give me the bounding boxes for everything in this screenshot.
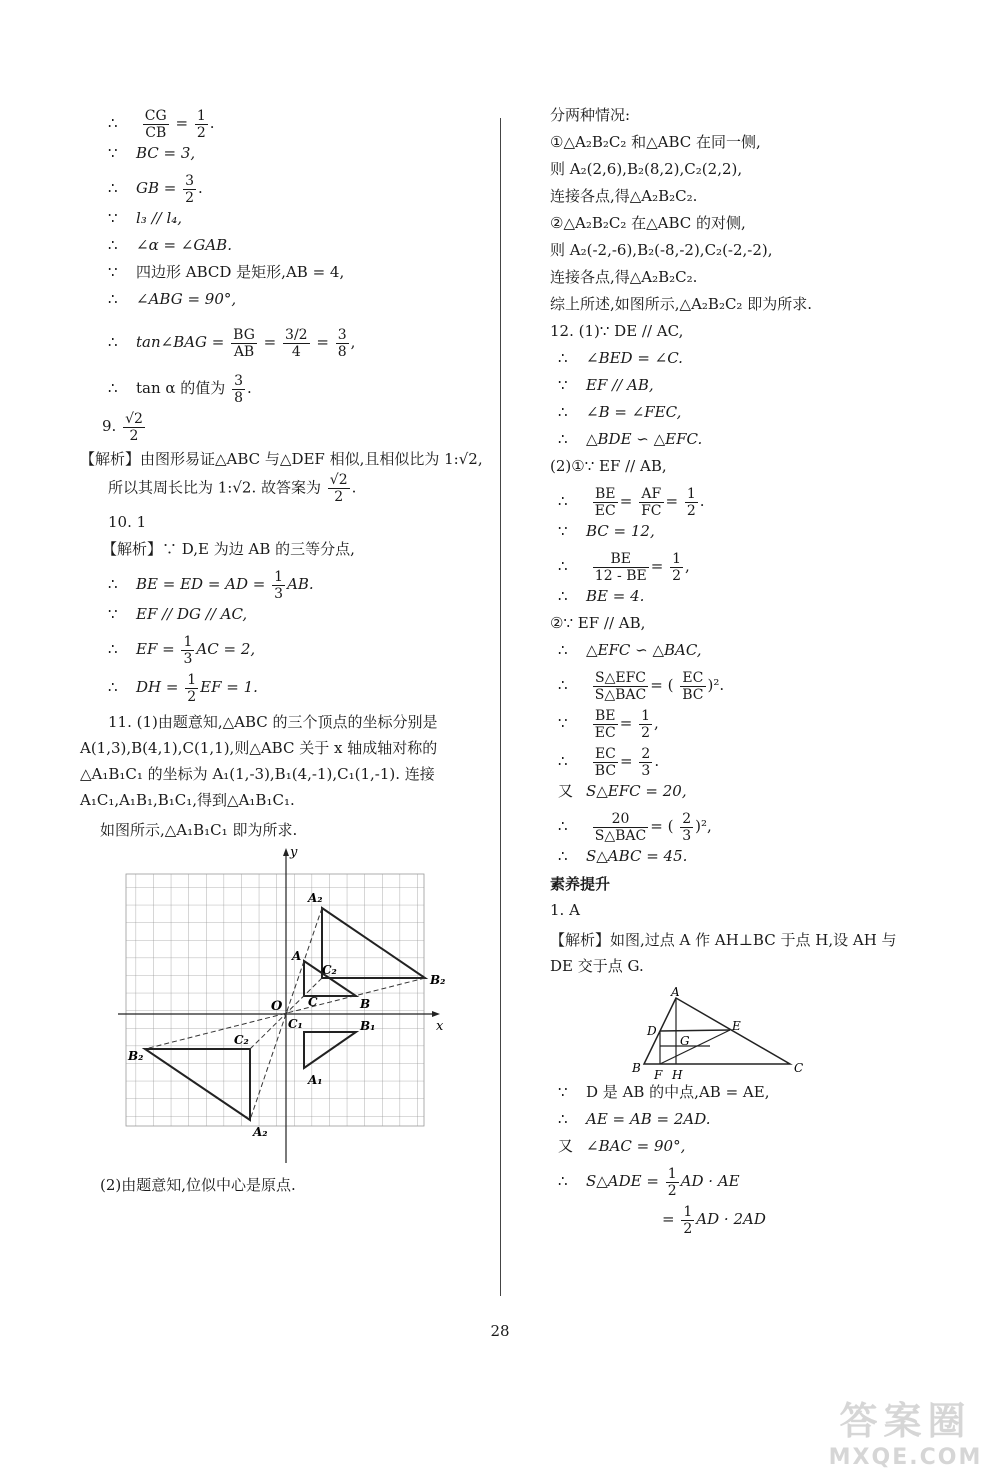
numerator: 1 (187, 671, 197, 688)
line-text: ∠BAC = 90°, (586, 1137, 686, 1155)
punct: )². (707, 676, 725, 694)
equals: = (263, 333, 277, 351)
question-text: (2)由题意知,位似中心是原点. (100, 1176, 296, 1194)
therefore-symbol: ∴ (558, 349, 568, 367)
s1-eq-e (662, 1201, 920, 1237)
case-1-coords (550, 159, 920, 179)
eq-abg (108, 289, 493, 309)
label-a2-opposite: A₂ (253, 1125, 268, 1139)
line-text: △EFC ∽ △BAC, (586, 641, 702, 659)
line-text: D 是 AB 的中点,AB = AE, (586, 1083, 770, 1101)
punct: . (699, 492, 705, 510)
equals: = (620, 752, 633, 770)
fraction (593, 486, 618, 519)
q12-part2 (550, 456, 920, 476)
line-text: S△ABC = 45. (586, 847, 688, 865)
q11-part2 (100, 1175, 493, 1195)
denominator: FC (641, 502, 662, 519)
numerator: 3/2 (285, 326, 308, 343)
therefore-symbol: ∴ (108, 114, 118, 132)
line-text: 连接各点,得△A₂B₂C₂. (550, 268, 698, 286)
denominator: 8 (234, 389, 244, 406)
label-a2: A₂ (308, 891, 323, 905)
numerator: BE (593, 551, 649, 568)
denominator: S△BAC (594, 686, 647, 703)
question-text: ②∵ EF // AB, (550, 614, 646, 632)
segment-de (660, 1030, 730, 1031)
case-intro (550, 105, 920, 125)
label-d: D (647, 1024, 657, 1038)
numerator: 2 (682, 810, 692, 827)
q10-answer (108, 512, 493, 532)
line-text: AC = 2, (196, 640, 256, 658)
fraction (593, 811, 648, 844)
punct: )², (695, 817, 712, 835)
fraction (183, 173, 196, 206)
fraction (681, 1204, 694, 1237)
punct: , (685, 557, 690, 575)
therefore-symbol: ∴ (108, 290, 118, 308)
q11-figure-caption (100, 820, 493, 840)
denominator: AB (233, 343, 255, 360)
line-text: 综上所述,如图所示,△A₂B₂C₂ 即为所求. (550, 295, 812, 313)
label-c1: C₁ (288, 1017, 303, 1031)
s1-eq-c (558, 1136, 920, 1156)
q12-eq-a (558, 348, 920, 368)
line-text: EF = (136, 640, 175, 658)
eq-bc (108, 143, 493, 163)
numerator: 1 (196, 107, 206, 124)
line-text: 则 A₂(2,6),B₂(8,2),C₂(2,2), (550, 160, 743, 178)
case-1 (550, 132, 920, 152)
fraction (123, 411, 145, 444)
numerator: 1 (641, 707, 650, 724)
fraction (181, 634, 194, 667)
denominator: BC (682, 686, 704, 703)
numerator: 1 (672, 550, 682, 567)
therefore-symbol: ∴ (558, 492, 568, 510)
question-number: 9. (102, 417, 117, 435)
label-a: A (292, 949, 302, 963)
s1-eq-d (558, 1163, 920, 1199)
fraction (639, 486, 663, 519)
line-text: ∠B = ∠FEC, (586, 403, 682, 421)
equals: = (662, 1210, 675, 1228)
fraction (680, 670, 705, 703)
punct: . (654, 752, 660, 770)
denominator: 2 (641, 724, 650, 741)
q9-answer (102, 408, 493, 444)
numerator: BE (593, 708, 618, 725)
label-c2: C₂ (322, 963, 337, 977)
label-b: B (360, 997, 371, 1011)
line-text: AD · AE (680, 1172, 740, 1190)
line-text: BC = 12, (586, 522, 655, 540)
numerator: 3 (337, 326, 347, 343)
fraction (593, 746, 618, 779)
denominator: 4 (291, 343, 301, 360)
numerator: 3 (185, 172, 195, 189)
numerator: EC (593, 746, 618, 763)
q12-eq-i (558, 640, 920, 660)
equals: = ( (650, 817, 674, 835)
line-text: DH = (136, 678, 179, 696)
fraction (336, 327, 349, 360)
therefore-symbol: ∴ (558, 1110, 568, 1128)
also-symbol: 又 (558, 782, 574, 800)
case-1-connect (550, 186, 920, 206)
case-2-coords (550, 240, 920, 260)
q10-eq-d (108, 669, 493, 705)
equals: = (650, 557, 664, 575)
line-text: 连接各点,得△A₂B₂C₂. (550, 187, 698, 205)
fraction (666, 1166, 679, 1199)
q12-eq-e (558, 483, 920, 519)
eq-cg-cb (108, 105, 493, 141)
because-symbol: ∵ (108, 144, 118, 162)
numerator: 2 (641, 745, 651, 762)
denominator: 2 (667, 1182, 677, 1199)
fraction (185, 672, 198, 705)
eq-tan (108, 316, 493, 368)
equals: = (619, 492, 633, 510)
denominator: 12 - BE (594, 567, 647, 584)
numerator: 1 (274, 568, 284, 585)
segment-ef (660, 1030, 730, 1064)
label-f: F (654, 1068, 663, 1082)
line-text: tan∠BAG = (136, 333, 225, 351)
therefore-symbol: ∴ (558, 641, 568, 659)
label-a: A (671, 986, 680, 999)
line-text: AB. (287, 575, 314, 593)
line-text: BE = 4. (586, 587, 645, 605)
therefore-symbol: ∴ (108, 379, 118, 397)
label-b2-opposite: B₂ (128, 1049, 144, 1063)
q10-analysis (102, 539, 493, 559)
line-text: 四边形 ABCD 是矩形,AB = 4, (136, 263, 345, 281)
watermark-logo (818, 1390, 993, 1470)
q12-part3 (550, 613, 920, 633)
label-c: C (308, 995, 318, 1009)
line-text: ∠BED = ∠C. (586, 349, 683, 367)
denominator: EC (594, 502, 616, 519)
q12-eq-l (558, 743, 920, 779)
numerator: 1 (686, 485, 696, 502)
line-text: BC = 3, (136, 144, 196, 162)
label-x: x (436, 1019, 444, 1034)
therefore-symbol: ∴ (558, 847, 568, 865)
case-2-connect (550, 267, 920, 287)
label-e: E (732, 1019, 741, 1033)
fraction (593, 551, 649, 584)
fraction (670, 551, 683, 584)
denominator: 2 (683, 1220, 693, 1237)
line-text: 则 A₂(-2,-6),B₂(-8,-2),C₂(-2,-2), (550, 241, 773, 259)
therefore-symbol: ∴ (108, 333, 118, 351)
triangle-figure (630, 986, 830, 1082)
denominator: 2 (686, 502, 696, 519)
q12-eq-d (558, 429, 920, 449)
punct: , (654, 714, 659, 732)
numerator: S△EFC (593, 670, 648, 687)
numerator: 1 (683, 1203, 693, 1220)
line-text: EF = 1. (200, 678, 258, 696)
line-text: tan α 的值为 (136, 379, 226, 397)
section-heading: 素养提升 (550, 875, 611, 893)
s1-eq-a (558, 1082, 920, 1102)
case-2 (550, 213, 920, 233)
q10-eq-a (108, 566, 493, 602)
because-symbol: ∵ (558, 714, 568, 732)
denominator: 8 (337, 343, 347, 360)
because-symbol: ∵ (558, 1083, 568, 1101)
because-symbol: ∵ (108, 605, 118, 623)
fraction (283, 327, 310, 360)
equals: = (619, 714, 633, 732)
q11-text (80, 709, 493, 813)
q12-eq-n (558, 808, 920, 844)
denominator: BC (594, 762, 617, 779)
q12-part1 (550, 321, 920, 341)
analysis-text: 【解析】由图形易证△ABC 与△DEF 相似,且相似比为 1:√2,所以其周长比为 1:√2. 故答案为 (80, 450, 483, 497)
y-axis-arrow (283, 848, 289, 856)
numerator: EC (680, 670, 705, 687)
fraction (685, 486, 698, 519)
therefore-symbol: ∴ (558, 676, 568, 694)
therefore-symbol: ∴ (108, 236, 118, 254)
line-text: EF // AB, (586, 376, 654, 394)
therefore-symbol: ∴ (558, 430, 568, 448)
fraction (272, 569, 285, 602)
denominator: 2 (187, 688, 197, 705)
numerator: 3 (234, 372, 244, 389)
question-number: 1. A (550, 901, 580, 919)
numerator: 1 (667, 1165, 677, 1182)
q9-analysis: 【解析】由图形易证△ABC 与△DEF 相似,且相似比为 1:√2,所以其周长比为 1:√2. 故答案为 $\frac{√2}{2}$ . (80, 450, 483, 505)
q12-eq-m (558, 781, 920, 801)
denominator: CB (145, 124, 167, 141)
equals: = (665, 492, 679, 510)
punct: , (350, 333, 356, 351)
fraction (232, 373, 245, 406)
analysis-text: 【解析】如图,过点 A 作 AH⊥BC 于点 H,设 AH 与 DE 交于点 G. (550, 931, 897, 975)
numerator: 20 (593, 811, 648, 828)
fraction (593, 708, 618, 741)
fraction (639, 746, 652, 779)
eq-tan-alpha (108, 370, 493, 406)
denominator: 2 (129, 427, 139, 444)
s1-answer (550, 900, 920, 920)
q12-eq-f (558, 521, 920, 541)
numerator: BE (593, 486, 618, 503)
eq-gb (108, 170, 493, 206)
label-b2: B₂ (430, 973, 446, 987)
q10-eq-c (108, 631, 493, 667)
label-c: C (794, 1061, 804, 1075)
line-text: BE = ED = AD = (136, 575, 266, 593)
fraction (195, 108, 208, 141)
analysis-text: 【解析】∵ D,E 为边 AB 的三等分点, (102, 540, 355, 558)
therefore-symbol: ∴ (558, 403, 568, 421)
x-axis-arrow (432, 1011, 440, 1017)
denominator: 3 (274, 585, 284, 602)
line-text: GB = (136, 179, 177, 197)
numerator: √2 (125, 410, 143, 427)
therefore-symbol: ∴ (108, 179, 118, 197)
q12-eq-g (558, 548, 920, 584)
question-text: (2)①∵ EF // AB, (550, 457, 667, 475)
numerator: √2 (329, 472, 348, 488)
page-number: 28 (490, 1322, 510, 1340)
label-c2-opposite: C₂ (234, 1033, 249, 1047)
watermark-line1: 答案圈 (839, 1399, 972, 1443)
denominator: 2 (196, 124, 206, 141)
line-text: ∠ABG = 90°, (136, 290, 237, 308)
denominator: 2 (672, 567, 682, 584)
therefore-symbol: ∴ (108, 640, 118, 658)
question-number: 10. 1 (108, 513, 147, 531)
denominator: 2 (334, 489, 344, 505)
line-text: ①△A₂B₂C₂ 和△ABC 在同一侧, (550, 133, 761, 151)
equals: = (175, 114, 189, 132)
watermark-line2: MXQE.COM (828, 1445, 983, 1470)
because-symbol: ∵ (108, 263, 118, 281)
line-text: ②△A₂B₂C₂ 在△ABC 的对侧, (550, 214, 746, 232)
denominator: 3 (682, 827, 692, 844)
q12-eq-j (558, 667, 920, 703)
equals: = (316, 333, 329, 351)
label-b1: B₁ (360, 1019, 376, 1033)
punct: . (198, 179, 203, 197)
punct: . (247, 379, 252, 397)
fraction (231, 327, 257, 360)
q12-eq-b (558, 375, 920, 395)
because-symbol: ∵ (558, 376, 568, 394)
label-a1: A₁ (308, 1073, 323, 1087)
line-text: ∠α = ∠GAB. (136, 236, 232, 254)
also-symbol: 又 (558, 1137, 574, 1155)
fraction (593, 670, 648, 703)
eq-rect (108, 262, 493, 282)
q12-eq-c (558, 402, 920, 422)
denominator: S△BAC (594, 827, 647, 844)
punct: . (209, 114, 215, 132)
denominator: 3 (183, 650, 193, 667)
denominator: 2 (185, 189, 195, 206)
line-text: S△EFC = 20, (586, 782, 687, 800)
denominator: EC (594, 724, 616, 741)
question-text: 11. (1)由题意知,△ABC 的三个顶点的坐标分别是 A(1,3),B(4,1),C(1,1),则△ABC 关于 x 轴成轴对称的△A₁B₁C₁ 的坐标为 A₁(1,-3),B₁(4,-1),C₁(1,-1). 连接 A₁C₁,A₁B₁,B₁C₁,得到△A₁B₁C₁. (80, 713, 438, 809)
line-text: AE = AB = 2AD. (586, 1110, 711, 1128)
fraction (328, 472, 350, 505)
label-y: y (290, 848, 298, 860)
label-b: B (632, 1061, 641, 1075)
right-column (550, 105, 920, 1239)
label-h: H (672, 1068, 683, 1082)
summary (550, 294, 920, 314)
q12-eq-h (558, 586, 920, 606)
therefore-symbol: ∴ (558, 817, 568, 835)
left-column (80, 105, 493, 1202)
therefore-symbol: ∴ (108, 575, 118, 593)
because-symbol: ∵ (558, 522, 568, 540)
column-divider (500, 118, 501, 1296)
q12-eq-k (558, 705, 920, 741)
s1-eq-b (558, 1109, 920, 1129)
therefore-symbol: ∴ (558, 557, 568, 575)
numerator: CG (144, 107, 167, 124)
denominator: 3 (641, 762, 651, 779)
q10-eq-b (108, 604, 493, 624)
therefore-symbol: ∴ (558, 752, 568, 770)
therefore-symbol: ∴ (558, 1172, 568, 1190)
label-o: O (271, 999, 283, 1014)
line-text: S△ADE = (586, 1172, 659, 1190)
eq-parallel (108, 208, 493, 228)
q12-eq-o (558, 846, 920, 866)
coordinate-graph (118, 848, 448, 1173)
line-text: AD · 2AD (696, 1210, 766, 1228)
therefore-symbol: ∴ (108, 678, 118, 696)
s1-analysis (550, 927, 920, 979)
line-text: △BDE ∽ △EFC. (586, 430, 703, 448)
line-text: EF // DG // AC, (136, 605, 248, 623)
therefore-symbol: ∴ (558, 587, 568, 605)
fraction (639, 708, 652, 741)
caption-text: 如图所示,△A₁B₁C₁ 即为所求. (100, 821, 298, 839)
fraction (143, 108, 169, 141)
equals: = ( (650, 676, 674, 694)
numerator: BG (233, 326, 255, 343)
because-symbol: ∵ (108, 209, 118, 227)
numerator: 1 (183, 633, 193, 650)
line-text: l₃ // l₄, (136, 209, 183, 227)
eq-angle (108, 235, 493, 255)
label-g: G (680, 1034, 690, 1048)
fraction (680, 811, 693, 844)
numerator: AF (639, 486, 663, 503)
question-text: 12. (1)∵ DE // AC, (550, 322, 684, 340)
line-text: 分两种情况: (550, 106, 631, 124)
